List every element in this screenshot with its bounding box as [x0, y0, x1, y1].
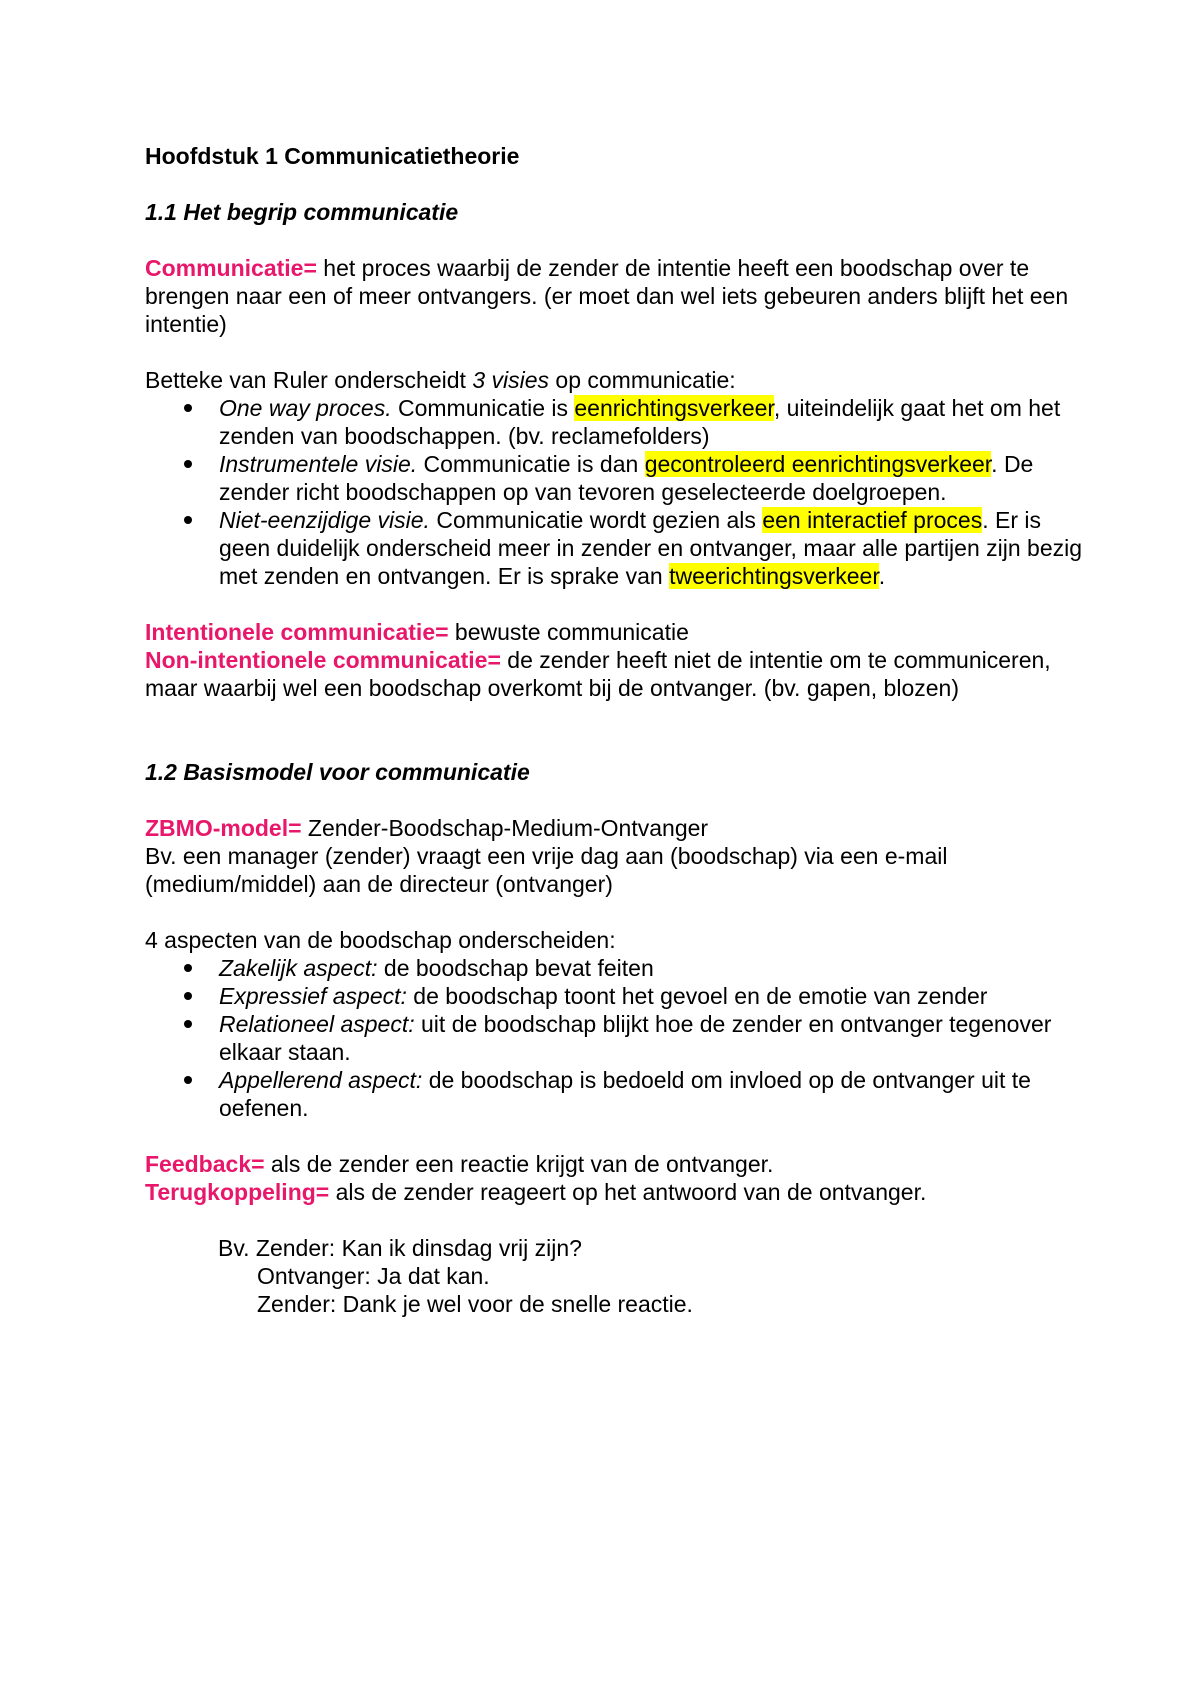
- visies-intro: [145, 366, 1085, 394]
- document-body: [145, 142, 1085, 1318]
- visie-text: . De zender richt boodschappen op van tevoren geselecteerde doelgroepen.: [219, 451, 1034, 505]
- visie-text: .: [878, 563, 886, 589]
- dialogue-line: Ontvanger: Ja dat kan.: [257, 1263, 490, 1289]
- zbmo-example: Bv. een manager (zender) vraagt een vrije dag aan (boodschap) via een e-mail (medium/middel) aan de directeur (ontvanger): [145, 843, 948, 897]
- highlighted-text: gecontroleerd eenrichtingsverkeer: [644, 451, 992, 477]
- dialogue-line: Bv. Zender: Kan ik dinsdag vrij zijn?: [218, 1235, 582, 1261]
- dialogue-example: [145, 1234, 1085, 1318]
- aspect-text: de boodschap toont het gevoel en de emotie van zender: [406, 983, 988, 1009]
- aspect-name: Relationeel aspect:: [219, 1011, 415, 1037]
- bullet-icon: [184, 992, 192, 1000]
- list-item: [145, 1010, 1085, 1066]
- aspect-name: Expressief aspect:: [219, 983, 407, 1009]
- definition-terugkoppeling: [145, 1178, 1085, 1206]
- definition-text: de zender heeft niet de intentie om te communiceren, maar waarbij wel een boodschap overkomt bij de ontvanger. (bv. gapen, blozen): [145, 647, 1051, 701]
- definition-text: als de zender een reactie krijgt van de ontvanger.: [264, 1151, 774, 1177]
- visie-text: Communicatie wordt gezien als: [429, 507, 763, 533]
- section-heading-1-2: 1.2 Basismodel voor communicatie: [145, 759, 530, 785]
- dialogue-line: Zender: Dank je wel voor de snelle reactie.: [257, 1291, 693, 1317]
- list-item: [145, 954, 1085, 982]
- visie-name: Instrumentele visie.: [219, 451, 418, 477]
- aspects-list: [145, 954, 1085, 1122]
- bullet-icon: [184, 460, 192, 468]
- definition-text: als de zender reageert op het antwoord van de ontvanger.: [329, 1179, 927, 1205]
- visie-text: Communicatie is: [391, 395, 575, 421]
- bullet-icon: [184, 516, 192, 524]
- definition-non-intentionele-communicatie: [145, 646, 1085, 702]
- aspect-text: de boodschap is bedoeld om invloed op de ontvanger uit te oefenen.: [219, 1067, 1031, 1121]
- aspect-name: Appellerend aspect:: [219, 1067, 423, 1093]
- list-item: [145, 982, 1085, 1010]
- document-title: Hoofdstuk 1 Communicatietheorie: [145, 143, 520, 169]
- bullet-icon: [184, 404, 192, 412]
- definition-term: Feedback=: [145, 1151, 265, 1177]
- highlighted-text: tweerichtingsverkeer: [669, 563, 879, 589]
- definition-term: Non-intentionele communicatie=: [145, 647, 501, 673]
- definition-intentionele-communicatie: [145, 618, 1085, 646]
- highlighted-text: een interactief proces: [762, 507, 983, 533]
- definition-text: het proces waarbij de zender de intentie heeft een boodschap over te brengen naar een of meer ontvangers. (er moet dan wel iets gebeuren anders blijft het een intentie): [145, 255, 1069, 337]
- definition-term: ZBMO-model=: [145, 815, 302, 841]
- definition-communicatie: [145, 254, 1085, 338]
- aspect-name: Zakelijk aspect:: [219, 955, 378, 981]
- list-item: [145, 1066, 1085, 1122]
- visie-text: , uiteindelijk gaat het om het zenden van boodschappen. (bv. reclamefolders): [219, 395, 1061, 449]
- aspects-intro: 4 aspecten van de boodschap onderscheiden:: [145, 927, 616, 953]
- bullet-icon: [184, 964, 192, 972]
- bullet-icon: [184, 1020, 192, 1028]
- list-item: [145, 506, 1085, 590]
- highlighted-text: eenrichtingsverkeer: [574, 395, 774, 421]
- definition-text: bewuste communicatie: [448, 619, 689, 645]
- visie-text: Communicatie is dan: [417, 451, 645, 477]
- visies-intro-text: Betteke van Ruler onderscheidt: [145, 367, 473, 393]
- bullet-icon: [184, 1076, 192, 1084]
- visies-intro-text-end: op communicatie:: [549, 367, 736, 393]
- definition-term: Terugkoppeling=: [145, 1179, 330, 1205]
- visie-text: . Er is geen duidelijk onderscheid meer in zender en ontvanger, maar alle partijen zijn bezig met zenden en ontvangen. Er is sprake van: [219, 507, 1083, 589]
- aspect-text: de boodschap bevat feiten: [377, 955, 654, 981]
- visies-intro-emphasis: 3 visies: [472, 367, 550, 393]
- definition-zbmo-model: [145, 814, 1085, 842]
- definition-term: Communicatie=: [145, 255, 317, 281]
- list-item: [145, 450, 1085, 506]
- section-heading-1-1: 1.1 Het begrip communicatie: [145, 199, 459, 225]
- definition-term: Intentionele communicatie=: [145, 619, 449, 645]
- list-item: [145, 394, 1085, 450]
- definition-text: Zender-Boodschap-Medium-Ontvanger: [301, 815, 709, 841]
- aspect-text: uit de boodschap blijkt hoe de zender en ontvanger tegenover elkaar staan.: [219, 1011, 1052, 1065]
- visie-name: One way proces.: [219, 395, 392, 421]
- definition-feedback: [145, 1150, 1085, 1178]
- visies-list: [145, 394, 1085, 590]
- visie-name: Niet-eenzijdige visie.: [219, 507, 430, 533]
